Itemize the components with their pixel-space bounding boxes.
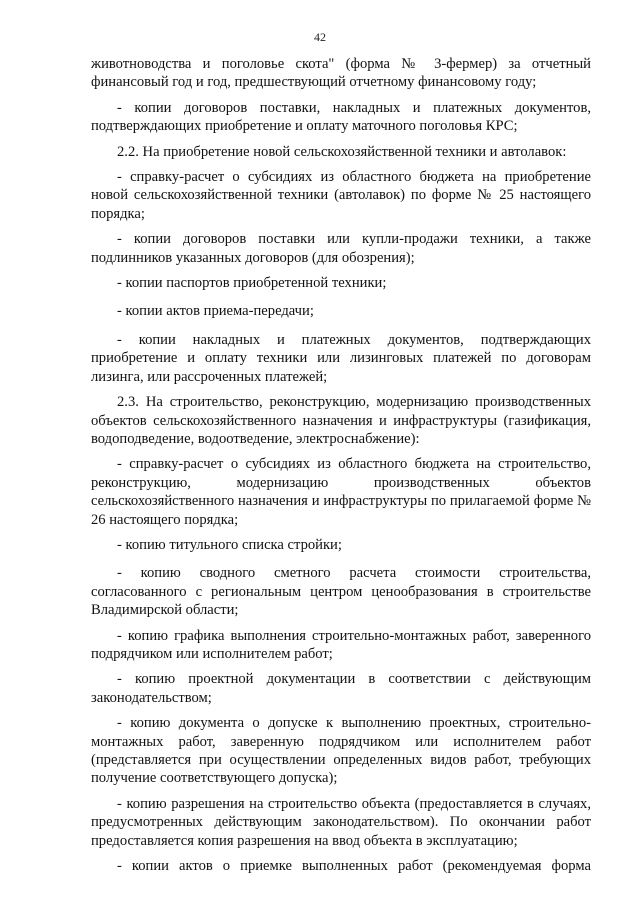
paragraph: - копии актов о приемке выполненных работ (рекомендуемая форма: [117, 858, 591, 875]
paragraph: 2.2. На приобретение новой сельскохозяйственной техники и автолавок:: [117, 143, 567, 160]
paragraph: - копии договоров поставки, накладных и платежных документов, подтверждающих приобретение и оплату маточного поголовья КРС;: [91, 99, 591, 135]
paragraph: - копии паспортов приобретенной техники;: [117, 275, 387, 292]
paragraph: животноводства и поголовье скота" (форма № 3-фермер) за отчетный финансовый год и год, предшествующий отчетному финансовому году;: [91, 56, 591, 91]
paragraph: - копии актов приема-передачи;: [117, 303, 314, 320]
paragraph: - копию графика выполнения строительно-монтажных работ, заверенного подрядчиком или исполнителем работ;: [91, 627, 591, 662]
paragraph: - копии накладных и платежных документов, подтверждающих приобретение и оплату техники или лизинговых платежей по договорам лизинга, или рассроченных платежей;: [91, 331, 591, 385]
paragraph: 2.3. На строительство, реконструкцию, модернизацию производственных объектов сельскохозяйственного назначения и инфраструктуры (газификация, водоподведение, водоотведение, электроснабжение):: [91, 394, 591, 447]
paragraph: - копию проектной документации в соответствии с действующим законодательством;: [91, 671, 591, 706]
page-number: 42: [314, 30, 326, 44]
paragraph: - копию разрешения на строительство объекта (предоставляется в случаях, предусмотренных действующим законодательством). По окончании работ предоставляется копия разрешения на ввод объекта в эксплуатацию;: [91, 795, 591, 849]
paragraph: - справку-расчет о субсидиях из областного бюджета на приобретение новой сельскохозяйственной техники (автолавок) по форме № 25 настоящего порядка;: [91, 169, 591, 222]
paragraph: - справку-расчет о субсидиях из областного бюджета на строительство, реконструкцию, модернизацию производственных объектов сельскохозяйственного назначения и инфраструктуры по прилагаемой форме № 26 настоящего порядка;: [91, 456, 591, 528]
paragraph: - копию сводного сметного расчета стоимости строительства, согласованного с региональным центром ценообразования в строительстве Владимирской области;: [91, 565, 591, 619]
paragraph: - копию документа о допуске к выполнению проектных, строительно-монтажных работ, заверенную подрядчиком или исполнителем работ (представляется при осуществлении определенных видов работ, требующих получение соответствующего допуска);: [91, 715, 591, 787]
paragraph: - копии договоров поставки или купли-продажи техники, а также подлинников указанных договоров (для обозрения);: [91, 231, 591, 266]
paragraph: - копию титульного списка стройки;: [117, 536, 342, 553]
document-body: [91, 55, 591, 882]
